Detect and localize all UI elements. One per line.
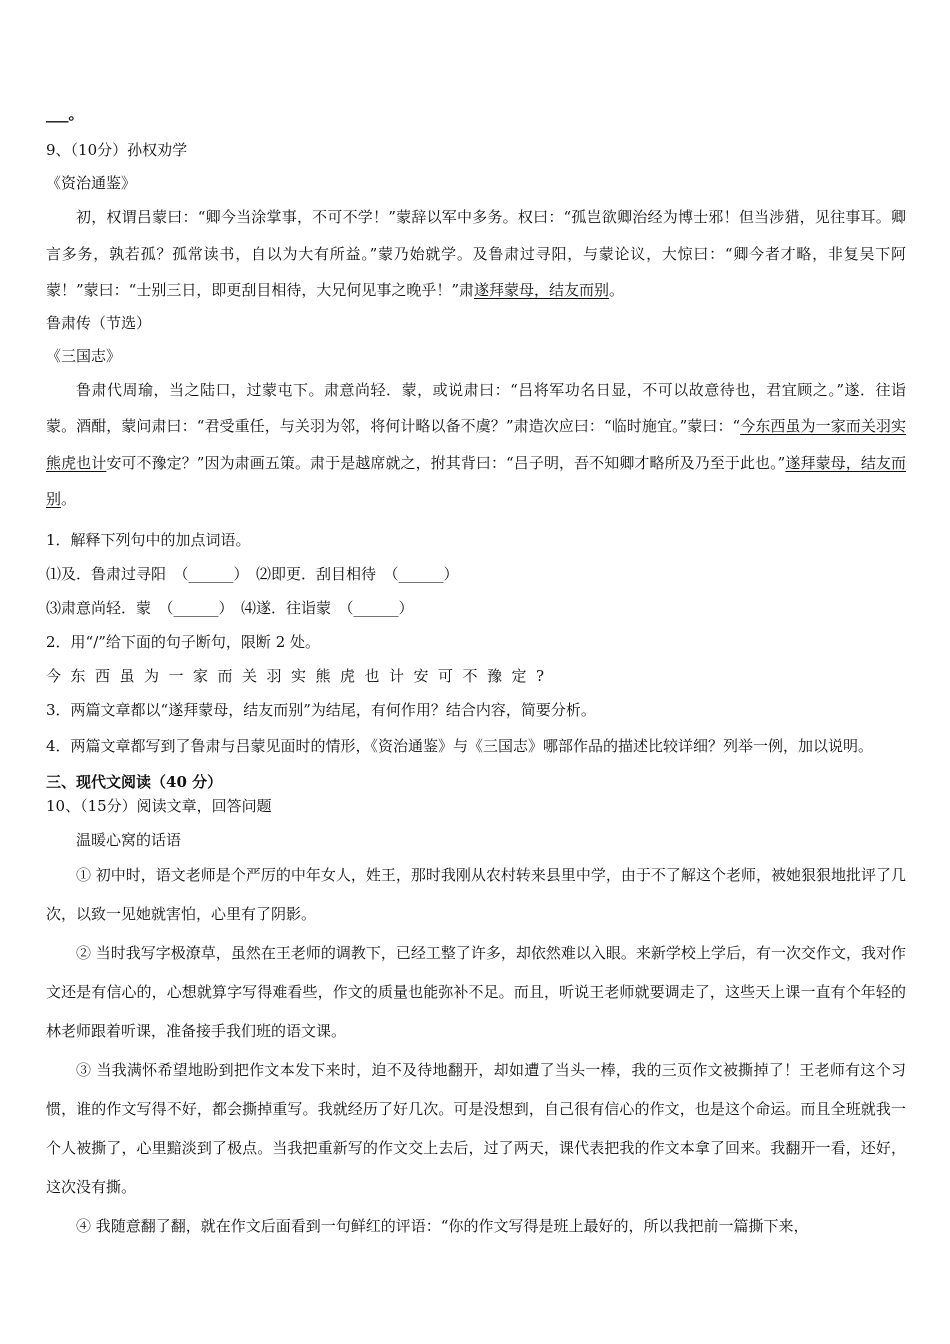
sub-question-1: 1．解释下列句中的加点词语。 bbox=[46, 530, 251, 549]
top-fragment: ___。 bbox=[46, 105, 84, 123]
article-paragraph-2: ② 当时我写字极潦草，虽然在王老师的调教下，已经工整了许多，却依然难以入眼。来新学校上学后，有一次交作文，我对作文还是有信心的，心想就算字写得难看些，作文的质量也能弥补不足。而且，听说王老师就要调走了，这些天上课一直有个年轻的林老师跟着听课，准备接手我们班的语文课。 bbox=[46, 943, 906, 1040]
q9-source-2: 《三国志》 bbox=[46, 346, 122, 365]
q10-heading: 10、（15分）阅读文章，回答问题 bbox=[46, 796, 272, 815]
passage-2-underline-1: 今东西虽为一家而关羽实熊虎也计 bbox=[46, 417, 906, 472]
passage-1-text: 初，权谓吕蒙曰：“卿今当涂掌事，不可不学！”蒙辞以军中多务。权曰：“孤岂欲卿治经为博士邪！但当涉猎，见往事耳。卿言多务，孰若孤？孤常读书，自以为大有所益。”蒙乃始就学。及鲁肃过寻阳，与蒙论议，大惊曰：“卿今者才略，非复吴下阿蒙！”蒙曰：“士别三日，即更刮目相待，大兄何见事之晚乎！”肃 bbox=[46, 208, 906, 299]
sub-question-2: 2．用“/”给下面的句子断句，限断 2 处。 bbox=[46, 632, 321, 651]
sub-question-2-sentence: 今东西虽为一家而关羽实熊虎也计安可不豫定? bbox=[46, 666, 554, 685]
sub-question-3: 3．两篇文章都以“遂拜蒙母，结友而别”为结尾，有何作用？结合内容，简要分析。 bbox=[46, 700, 596, 719]
passage-2-underline-2: 遂拜蒙母，结友而别 bbox=[46, 453, 906, 508]
exam-page bbox=[46, 100, 906, 1246]
passage-2-end: 。 bbox=[61, 490, 77, 508]
passage-2-title: 鲁肃传（节选） bbox=[46, 313, 152, 332]
passage-2-text-a: 鲁肃代周瑜，当之陆口，过蒙屯下。肃意尚轻．蒙，或说肃曰：“吕将军功名日显，不可以故意待也，君宜顾之。”遂．往诣蒙。酒酣，蒙问肃曰：“君受重任，与关羽为邻，将何计略以备不虞？”肃造次应曰：“临时施宜。”蒙曰：“ bbox=[46, 380, 906, 435]
passage-2-text-b: 安可不豫定？”因为肃画五策。肃于是越席就之，拊其背曰：“吕子明，吾不知卿才略所及乃至于此也。” bbox=[106, 453, 786, 472]
q9-source-1: 《资治通鉴》 bbox=[46, 174, 137, 192]
q9-heading: 9、（10分）孙权劝学 bbox=[46, 141, 188, 159]
article-paragraph-1: ① 初中时，语文老师是个严厉的中年女人，姓王，那时我刚从农村转来县里中学，由于不了解这个老师，被她狠狠地批评了几次，以致一见她就害怕，心里有了阴影。 bbox=[46, 865, 906, 923]
sub-question-1-line-2: ⑶肃意尚轻．蒙 （______） ⑷遂．往诣蒙 （______） bbox=[46, 598, 414, 617]
passage-2 bbox=[46, 372, 906, 518]
article-paragraph-4: ④ 我随意翻了翻，就在作文后面看到一句鲜红的评语：“你的作文写得是班上最好的，所以我把前一篇撕下来， bbox=[76, 1216, 809, 1235]
passage-1-underline: 遂拜蒙母，结友而别 bbox=[474, 281, 610, 299]
article-paragraph-3: ③ 当我满怀希望地盼到把作文本发下来时，迫不及待地翻开，却如遭了当头一棒，我的三页作文被撕掉了！王老师有这个习惯，谁的作文写得不好，都会撕掉重写。我就经历了好几次。可是没想到，自己很有信心的作文，也是这个命运。而且全班就我一个人被撕了，心里黯淡到了极点。当我把重新写的作文交上去后，过了两天，课代表把我的作文本拿了回来。我翻开一看，还好，这次没有撕。 bbox=[46, 1060, 906, 1196]
article-title: 温暖心窝的话语 bbox=[76, 830, 182, 849]
section-3-heading: 三、现代文阅读（40 分） bbox=[46, 772, 223, 791]
passage-1-end: 。 bbox=[609, 281, 625, 299]
passage-1 bbox=[46, 199, 906, 309]
sub-question-1-line-1: ⑴及．鲁肃过寻阳 （______） ⑵即更．刮目相待 （______） bbox=[46, 564, 459, 583]
sub-question-4: 4．两篇文章都写到了鲁肃与吕蒙见面时的情形，《资治通鉴》与《三国志》哪部作品的描述比较详细？列举一例，加以说明。 bbox=[46, 736, 874, 755]
